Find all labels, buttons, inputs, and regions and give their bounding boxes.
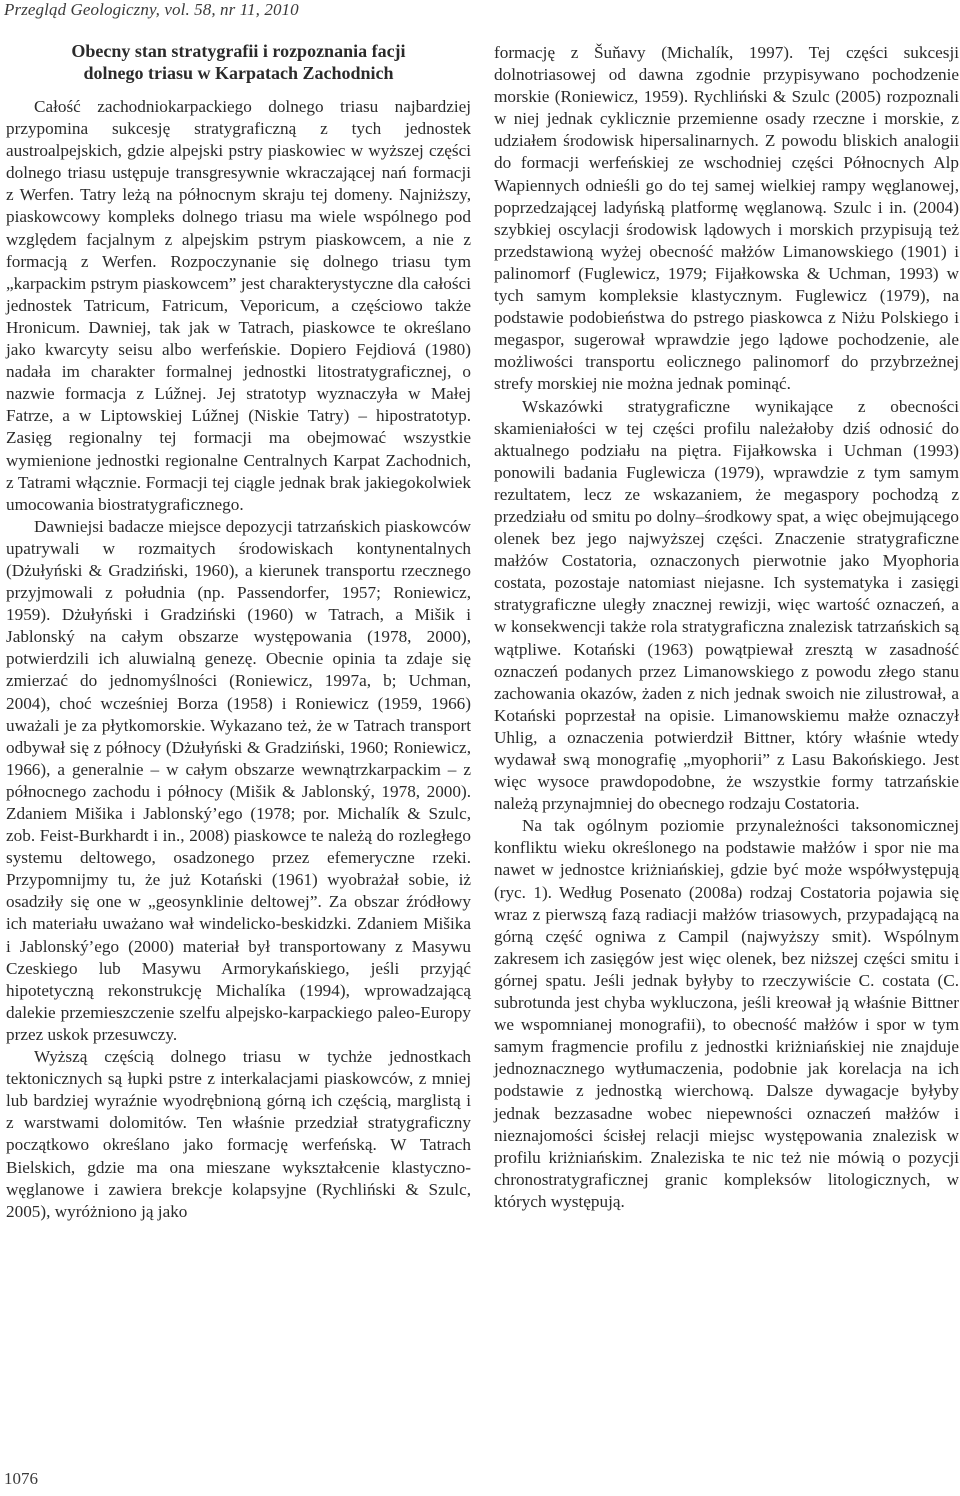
running-header: Przegląd Geologiczny, vol. 58, nr 11, 2010 — [4, 0, 299, 19]
section-title-line-2: dolnego triasu w Karpatach Zachodnich — [83, 63, 394, 83]
section-title-line-1: Obecny stan stratygrafii i rozpoznania facji — [71, 41, 406, 61]
paragraph: Na tak ogólnym poziomie przynależności taksonomicznej konfliktu wieku określonego na podstawie małżów i spor nie ma nawet w jednostce kriżniańskiej, gdzie być może współwystępują (ryc. 1). Według Posenato (2008a) rodzaj Costatoria pojawia się wraz z pierwszą fazą radiacji małżów triasowych, przypadającą na górną część ogniwa z Campil (najwyższy smit). Wspólnym zakresem ich zasięgów jest więc olenek, bez niższej części smitu i górnej spatu. Jeśli jednak byłyby to rzeczywiście C. costata (C. subrotunda jest chyba wykluczona, jeśli kreował ją właśnie Bittner we wspomnianej monografii), to obecność małżów i spor w tym samym fragmencie profilu z jednostki kriżniańskiej nie znajduje jednoznacznego wytłumaczenia, podobnie jak korelacja na ich podstawie z jednostką wierchową. Dalsze dywagacje byłyby jednak bezzasadne wobec niepewności oznaczeń małżów i nieznajomości ścisłej relacji miejsc występowania znalezisk w profilu kriżniańskim. Znaleziska te nic też nie mówią o pozycji chronostratygraficznej granic kompleksów litologicznych, w których występują. — [494, 816, 959, 1211]
paragraph: Wskazówki stratygraficzne wynikające z obecności skamieniałości w tej części profilu należałoby dziś odnosić do aktualnego podziału na piętra. Fijałkowska i Uchman (1993) ponowili badania Fuglewicza (1979), wprawdzie z tym samym rezultatem, lecz ze wskazaniem, że megaspory pochodzą z przedziału od smitu po dolny–środkowy spat, a więc obejmującego olenek bez jego najwyższej części. Znaczenie stratygraficzne małżów Costatoria, oznaczonych pierwotnie jako Myophoria costata, pozostaje natomiast niejasne. Ich systematyka i zasięgi stratygraficzne uległy znacznej rewizji, więc wartość oznaczeń, a w konsekwencji także rola stratygraficzna znalezisk tatrzańskich są wątpliwe. Kotański (1963) powątpiewał zresztą w zasadność oznaczeń podanych przez Limanowskiego z powodu złego stanu zachowania okazów, żaden z nich jednak swoich nie zilustrował, a Kotański poprzestał na opisie. Limanowskiemu małże oznaczył Uhlig, a oznaczenia potwierdził Bittner, który właśnie wtedy wydawał swą monografię „myophorii” z Lasu Bakońskiego. Jest więc wysoce prawdopodobne, że wszystkie formy tatrzańskie należą przynajmniej do obecnego rodzaju Costatoria. — [494, 396, 959, 814]
right-column — [494, 42, 959, 1213]
paragraph: Dawniejsi badacze miejsce depozycji tatrzańskich piaskowców upatrywali w rozmaitych środowiskach kontynentalnych (Dżułyński & Gradziński, 1960), a kierunek transportu rzecznego przyjmowali z południa (np. Passendorfer, 1957; Roniewicz, 1959). Dżułyński i Gradziński (1960) w Tatrach, a Mišik i Jablonský na całym obszarze występowania (1978, 2000), potwierdzili ich aluwialną genezę. Obecnie opinia ta zdaje się zmierzać do jednomyślności (Roniewicz, 1997a, b; Uchman, 2004), choć wcześniej Borza (1958) i Roniewicz (1959, 1966) uważali je za płytkomorskie. Wykazano też, że w Tatrach transport odbywał się z północy (Dżułyński & Gradziński, 1960; Roniewicz, 1966), a generalnie – w całym obszarze wewnątrzkarpackim – z północnego zachodu i północy (Mišik & Jablonský, 1978, 2000). Zdaniem Mišika i Jablonský’ego (1978; por. Michalík & Szulc, zob. Feist-Burkhardt i in., 2008) piaskowce te należą do rozległego systemu deltowego, osadzonego przez efemeryczne rzeki. Przypomnijmy tu, że już Kotański (1961) wyobrażał sobie, iż osadziły się one w „geosynklinie deltowej”. Za obszar źródłowy ich materiału uważano wał windelicko-beskidzki. Zdaniem Mišika i Jablonský’ego (2000) materiał był transportowany z Masywu Czeskiego lub Masywu Armorykańskiego, jeśli przyjąć hipotetyczną rekonstrukcję Michalíka (1994), wprowadzającą dalekie przemieszczenie szelfu alpejsko-karpackiego paleo-Europy przez uskok przesuwczy. — [6, 516, 471, 1044]
paragraph: formację z Šuňavy (Michalík, 1997). Tej części sukcesji dolnotriasowej od dawna zgodnie przypisywano pochodzenie morskie (Roniewicz, 1959). Rychliński & Szulc (2005) rozpoznali w niej jednak cyklicznie przemienne osady rzeczne i morskie, z udziałem środowisk hipersalinarnych. Z powodu bliskich analogii do formacji werfeńskiej ze wschodniej części Północnych Alp Wapiennych odnieśli go do tej samej wielkiej rampy węglanowej, poprzedzającej ladyńską platformę węglanową. Szulc i in. (2004) szybkiej oscylacji środowisk lądowych i morskich przypisują też przedstawioną wyżej obecność małżów Limanowskiego (1901) i palinomorf (Fuglewicz, 1979; Fijałkowska & Uchman, 1993) w tych samym kompleksie klastycznym. Fuglewicz (1979), na podstawie podobieństwa do pstrego piaskowca z Niżu Polskiego i megaspor, sugerował wprawdzie jego lądowe pochodzenie, ale możliwości transportu eolicznego palinomorf do przybrzeżnej strefy morskiej nie można jednak pominąć. — [494, 43, 959, 394]
paragraph: Całość zachodniokarpackiego dolnego triasu najbardziej przypomina sukcesję stratygraficzną z tych jednostek austroalpejskich, gdzie alpejski pstry piaskowiec w wyższej części dolnego triasu ustępuje transgresywnie wkraczającej nań formacji z Werfen. Tatry leżą na północnym skraju tej domeny. Najniższy, piaskowcowy kompleks dolnego triasu ma wiele wspólnego pod względem facjalnym z alpejskim pstrym piaskowcem, a nie z formacją z Werfen. Rozpoczynanie się dolnego triasu tym „karpackim pstrym piaskowcem” jest charakterystyczne dla całości jednostek Tatricum, Fatricum, Veporicum, a częściowo także Hronicum. Dawniej, tak jak w Tatrach, piaskowce te określano jako kwarcyty seisu albo werfeńskie. Dopiero Fejdiová (1980) nadała im charakter formalnej jednostki litostratygraficznej, o nazwie formacja z Lúžnej. Jej stratotyp wyznaczyła w Małej Fatrze, a w Liptowskiej Lúžnej (Niskie Tatry) – hipostratotyp. Zasięg regionalny tej formacji ma obejmować wszystkie wymienione jednostki regionalne Centralnych Karpat Zachodnich, z Tatrami włącznie. Formacji tej ciągle jednak brak jakiegokolwiek umocowania biostratygraficznego. — [6, 97, 471, 514]
section-title — [6, 40, 471, 84]
left-column — [6, 40, 471, 1223]
paragraph: Wyższą częścią dolnego triasu w tychże jednostkach tektonicznych są łupki pstre z interkalacjami piaskowców, z mniej lub bardziej wyraźnie wyodrębnioną górną ich częścią, marglistą i z warstwami dolomitów. Ten właśnie przedział stratygraficzny początkowo określano jako formację werfeńską. W Tatrach Bielskich, gdzie ma ona mieszane wykształcenie klastyczno-węglanowe i zawiera brekcje kolapsyjne (Rychliński & Szulc, 2005), wyróżniono ją jako — [6, 1047, 471, 1221]
page-number: 1076 — [4, 1469, 38, 1488]
